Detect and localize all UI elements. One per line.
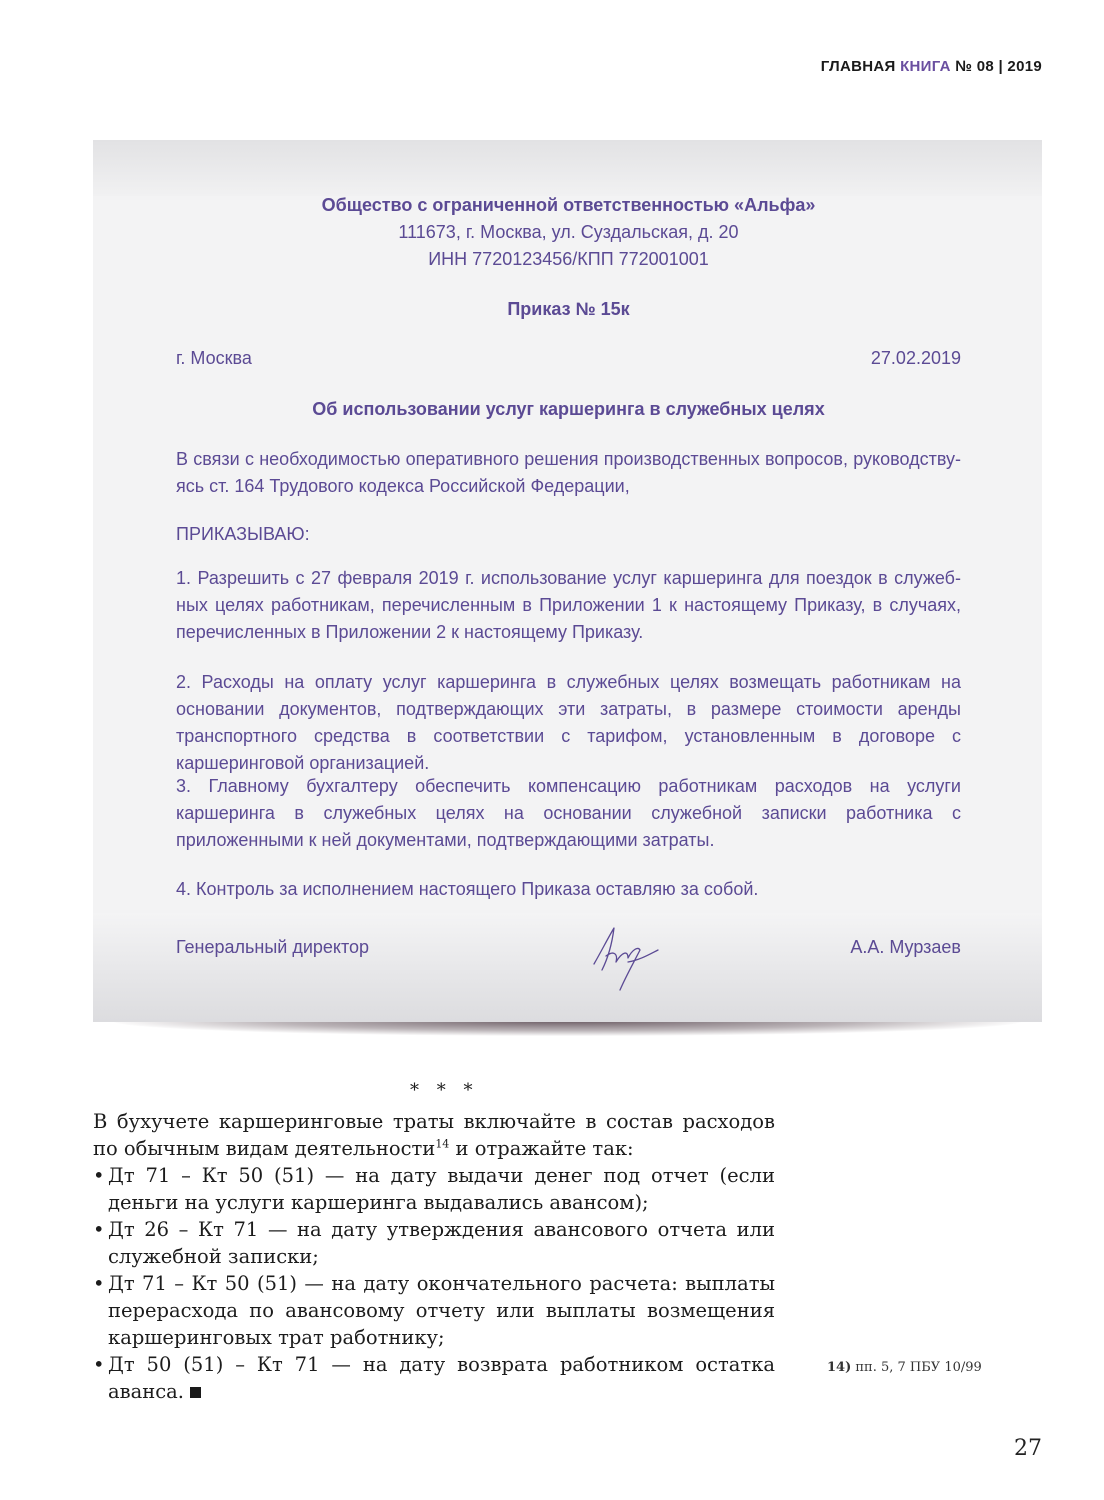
document-top-band (93, 140, 1042, 196)
posting-list (93, 1162, 775, 1405)
posting-item: • Дт 71 – Кт 50 (51) — на дату окончательного расчета: выплаты перерасхода по авансовому отчету или выплаты возмещения каршеринговых трат работнику; (93, 1270, 775, 1351)
footnote-number: 14) (827, 1360, 852, 1375)
order-item: 4. Контроль за исполнением настоящего Приказа оставляю за собой. (176, 879, 759, 899)
signer-position: Генеральный директор (176, 937, 370, 957)
posting-item-text: Дт 50 (51) – Кт 71 — на дату возврата работником остатка аванса. (108, 1353, 775, 1403)
magazine-title-accent: КНИГА (900, 58, 951, 75)
signature-row (176, 934, 961, 961)
magazine-header (821, 58, 1042, 75)
order-subject: Об использовании услуг каршеринга в служебных целях (312, 399, 825, 419)
order-word: ПРИКАЗЫВАЮ: (176, 524, 310, 544)
document-sheet (93, 140, 1042, 1022)
order-preamble: В связи с необходимостью оперативного решения производственных вопросов, руководствуясь ст. 164 Трудового кодекса Российской Федерации, (176, 449, 961, 496)
intro-text: В бухучете каршеринговые траты включайте в состав расходов по обычным видам деятельности (93, 1110, 775, 1160)
order-date: 27.02.2019 (870, 348, 961, 368)
order-item: 3. Главному бухгалтеру обеспечить компенсацию работникам расходов на услуги каршеринга в служебных целях на основании служебной записки работника с приложенными к ней документами, подтверждающими затраты. (176, 776, 961, 850)
handwritten-signature (588, 920, 668, 992)
footnote (827, 1360, 982, 1375)
footnote-ref: 14 (435, 1137, 450, 1151)
article-body (93, 1108, 775, 1405)
footnote-text: пп. 5, 7 ПБУ 10/99 (851, 1360, 982, 1375)
intro-end: и отражайте так: (449, 1137, 634, 1160)
page-number: 27 (1014, 1436, 1042, 1461)
org-address: 111673, г. Москва, ул. Суздальская, д. 20 (398, 222, 739, 242)
section-separator: * * * (410, 1080, 479, 1101)
document-bottom-band (93, 913, 1042, 1022)
posting-item: • Дт 71 – Кт 50 (51) — на дату выдачи денег под отчет (если деньги на услуги каршеринга выдавались авансом); (93, 1162, 775, 1216)
org-inn-kpp: ИНН 7720123456/КПП 772001001 (428, 249, 709, 269)
article-intro (93, 1108, 775, 1162)
order-title: Приказ № 15к (507, 299, 630, 319)
end-of-article-mark (190, 1387, 201, 1398)
posting-item-last (93, 1351, 775, 1405)
place-date-row (176, 345, 961, 372)
issue-number: № 08 | 2019 (955, 58, 1042, 75)
order-item: 1. Разрешить с 27 февраля 2019 г. использование услуг каршеринга для поездок в служебных целях работникам, перечисленным в Приложении 1 к настоящему Приказу, в случаях, перечисленных в Приложении 2 к настоящему Приказу. (176, 568, 961, 642)
order-document (93, 140, 1042, 1022)
order-city: г. Москва (176, 348, 252, 368)
order-item: 2. Расходы на оплату услуг каршеринга в служебных целях возмещать работникам на основании документов, подтверждающих эти затраты, в размере стоимости аренды транспортного средства в соответствии с тарифом, установленным в договоре с каршеринговой организацией. (176, 672, 961, 773)
magazine-title-main: ГЛАВНАЯ (820, 58, 896, 75)
org-name: Общество с ограниченной ответственностью «Альфа» (321, 195, 816, 215)
posting-item: • Дт 26 – Кт 71 — на дату утверждения авансового отчета или служебной записки; (93, 1216, 775, 1270)
signer-name: А.А. Мурзаев (850, 937, 961, 957)
